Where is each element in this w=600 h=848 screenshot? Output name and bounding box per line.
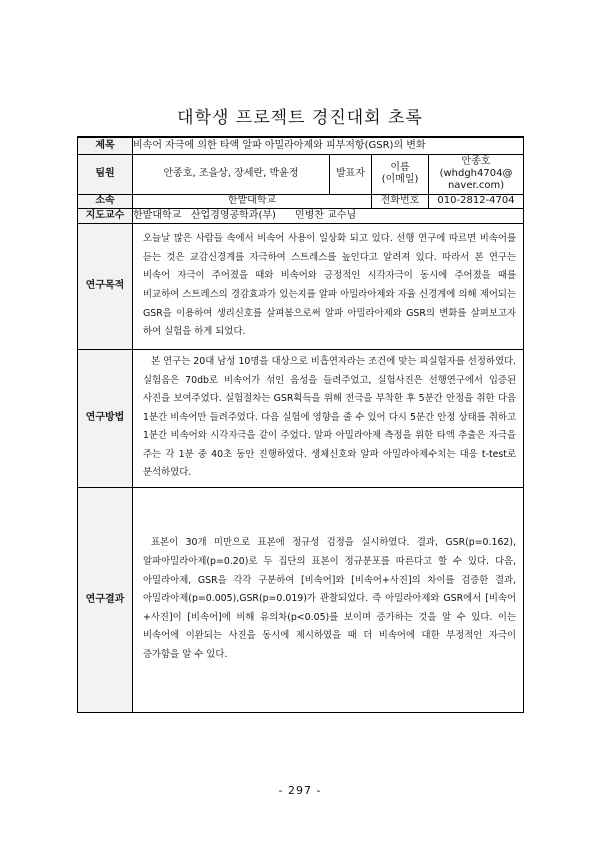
advisor-value: 한밭대학교 산업경영공학과(부) 민병찬 교수님 <box>133 208 524 223</box>
phone-value: 010-2812-4704 <box>429 194 524 208</box>
phone-label: 전화번호 <box>372 194 429 208</box>
advisor-label: 지도교수 <box>78 208 133 223</box>
purpose-text: 오늘날 많은 사람들 속에서 비속어 사용이 일상화 되고 있다. 선행 연구에 따르면 비속어를 듣는 것은 교감신경계를 자극하여 스트레스를 높인다고 알려져 있다. 따라서 본 연구는 비속어 자극이 주어졌을 때와 비속어와 긍정적인 시각자극이 동시에 주어졌을 때를 비교하여 스트레스의 경감효과가 있는지를 알파 아밀라아제와 자율 신경계에 의해 제어되는 GSR을 이용하여 생리신호를 살펴봄으로써 알파 아밀라아제와 GSR의 변화를 살펴보고자 하여 실험을 하게 되었다. <box>143 233 517 338</box>
abstract-form-table <box>77 136 524 713</box>
name-label: 이름 <box>390 162 410 173</box>
result-row <box>78 487 524 712</box>
presenter-info <box>429 154 524 194</box>
page-number: - 297 - <box>278 784 322 797</box>
affiliation-value: 한밭대학교 <box>133 194 372 208</box>
affiliation-label: 소속 <box>78 194 133 208</box>
result-cell <box>133 487 524 712</box>
email-label: (이메일) <box>381 174 419 185</box>
name-email-label <box>372 154 429 194</box>
result-label: 연구결과 <box>78 487 133 712</box>
presenter-label: 발표자 <box>330 154 372 194</box>
presenter-email-line-1: (whdgh4704@ <box>439 168 513 179</box>
page-title: 대학생 프로젝트 경진대회 초록 <box>177 108 423 128</box>
subject-value: 비속어 자극에 의한 타액 알파 아밀라아제와 피부저항(GSR)의 변화 <box>133 137 524 154</box>
advisor-row <box>78 208 524 223</box>
result-text: 표본이 30개 미만으로 표본에 정규성 검정을 실시하였다. 결과, GSR(p=0.162), 알파아밀라아제(p=0.20)로 두 집단의 표본이 정규분포를 따른다고 할 수 있다. 다음, 아밀라아제, GSR을 각각 구분하여 [비속어]와 [비속어+사진]의 차이를 검증한 결과, 아밀라아제(p=0.005),GSR(p=0.019)가 관찰되었다. 즉 아밀라아제와 GSR에서 [비속어+사진]이 [비속어]에 비해 유의차(p<0.05)를 보이며 증가하는 것을 알 수 있다. 이는 비속어에 이완되는 사진을 동시에 제시하였을 때 더 비속어에 대한 부정적인 자극이 증가함을 알 수 있다. <box>143 537 517 660</box>
presenter-name: 안종호 <box>461 156 491 167</box>
purpose-cell <box>133 223 524 349</box>
presenter-email-line-2: naver.com) <box>447 180 505 191</box>
purpose-label: 연구목적 <box>78 223 133 349</box>
method-text: 본 연구는 20대 남성 10명을 대상으로 비흡연자라는 조건에 맞는 피실험자를 선정하였다. 실험음은 70db로 비속어가 섞인 음성을 들려주었고, 실험사진은 선행연구에서 입증된 사진을 보여주었다. 실험절차는 GSR획득을 위해 전극을 부착한 후 5분간 안정을 취한 다음 1분간 비속어만 들려주었다. 다음 실험에 영향을 줄 수 있어 다시 5분간 안정 상태를 취하고 1분간 비속어와 시각자극을 같이 주었다. 알파 아밀라아제 측정을 위한 타액 추출은 자극을 주는 각 1분 중 40초 동안 진행하였다. 생체신호와 알파 아밀라아제수치는 대응 t-test로 분석하였다. <box>143 355 517 479</box>
team-label: 팀원 <box>78 154 133 194</box>
affiliation-row <box>78 194 524 208</box>
subject-row <box>78 137 524 154</box>
purpose-row <box>78 223 524 349</box>
team-members: 안종호, 조을상, 장세란, 박윤정 <box>133 154 330 194</box>
subject-label: 제목 <box>78 137 133 154</box>
method-cell <box>133 349 524 487</box>
method-row <box>78 349 524 487</box>
team-row <box>78 154 524 194</box>
method-label: 연구방법 <box>78 349 133 487</box>
